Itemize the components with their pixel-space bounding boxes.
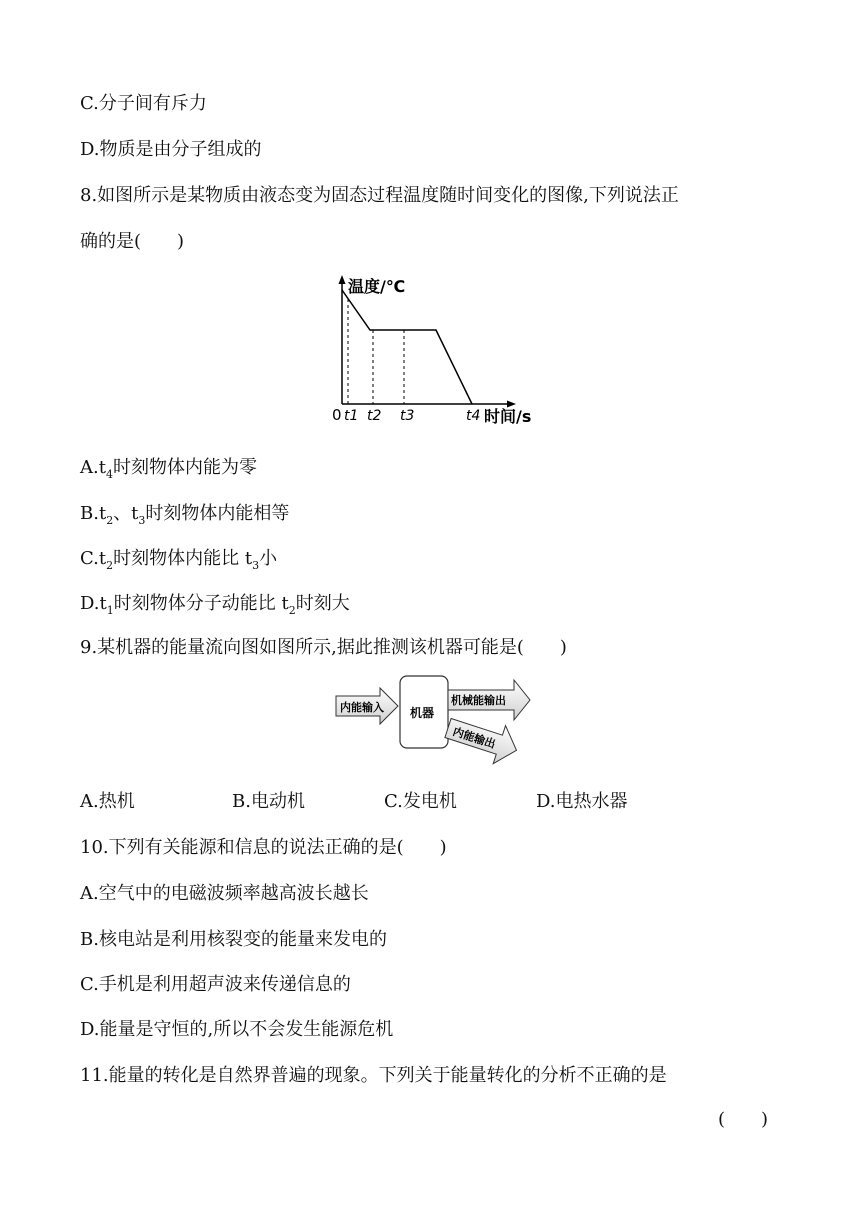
q10-stem: 10.下列有关能源和信息的说法正确的是( ) <box>80 837 447 858</box>
q8-option-a <box>80 456 257 482</box>
q9-option-c: C.发电机 <box>384 791 457 812</box>
prev-option-c: C.分子间有斥力 <box>80 93 207 114</box>
temperature-curve <box>342 290 472 404</box>
q10-option-b: B.核电站是利用核裂变的能量来发电的 <box>80 929 387 950</box>
q8-option-a-text: A.t <box>80 457 106 478</box>
q10-option-a: A.空气中的电磁波频率越高波长越长 <box>80 883 369 904</box>
subscript: 1 <box>106 604 114 617</box>
q11-answer-bracket: ( ) <box>718 1109 769 1130</box>
q8-option-d <box>80 592 350 618</box>
q8-option-b-text2: 、t <box>113 503 139 524</box>
q9-option-a: A.热机 <box>80 791 135 812</box>
q8-stem-line1: 8.如图所示是某物质由液态变为固态过程温度随时间变化的图像,下列说法正 <box>80 185 679 206</box>
q8-stem-line2: 确的是( ) <box>80 231 185 252</box>
q8-option-c-text3: 小 <box>259 548 278 569</box>
q8-option-d-text3: 时刻大 <box>295 593 350 614</box>
q8-option-d-text2: 时刻物体分子动能比 t <box>113 593 289 614</box>
machine-label: 机器 <box>410 706 435 720</box>
tick-t2: t2 <box>367 408 382 424</box>
q9-stem: 9.某机器的能量流向图如图所示,据此推测该机器可能是( ) <box>80 637 567 658</box>
q8-option-b <box>80 502 289 528</box>
q10-option-d: D.能量是守恒的,所以不会发生能源危机 <box>80 1019 394 1040</box>
q9-option-d: D.电热水器 <box>536 791 628 812</box>
subscript: 3 <box>138 514 146 527</box>
mechanical-output-label: 机械能输出 <box>451 694 506 707</box>
q8-option-b-text3: 时刻物体内能相等 <box>145 503 290 524</box>
subscript: 2 <box>106 514 114 527</box>
input-label: 内能输入 <box>340 701 384 714</box>
subscript: 2 <box>106 559 114 572</box>
subscript: 3 <box>252 559 260 572</box>
q8-option-a-text2: 时刻物体内能为零 <box>112 457 257 478</box>
q8-option-b-text: B.t <box>80 503 107 524</box>
y-axis-arrow <box>339 275 346 284</box>
y-axis-label: 温度/℃ <box>348 277 406 296</box>
subscript: 2 <box>288 604 296 617</box>
subscript: 4 <box>105 468 113 481</box>
tick-t4: t4 <box>466 408 481 424</box>
tick-t1: t1 <box>344 408 359 424</box>
q9-option-b: B.电动机 <box>232 791 305 812</box>
q8-temperature-time-chart <box>320 270 550 430</box>
q8-option-d-text: D.t <box>80 593 107 614</box>
q8-option-c <box>80 547 277 573</box>
q8-option-c-text2: 时刻物体内能比 t <box>113 548 253 569</box>
q9-energy-flow-diagram <box>330 672 540 780</box>
x-axis-label: 时间/s <box>484 407 532 426</box>
q8-option-c-text: C.t <box>80 548 107 569</box>
heat-output-label: 内能输出 <box>451 725 498 752</box>
tick-t3: t3 <box>400 408 415 424</box>
prev-option-d: D.物质是由分子组成的 <box>80 139 262 160</box>
q11-stem: 11.能量的转化是自然界普遍的现象。下列关于能量转化的分析不正确的是 <box>80 1065 667 1086</box>
q10-option-c: C.手机是利用超声波来传递信息的 <box>80 974 351 995</box>
origin-label: 0 <box>332 406 342 424</box>
